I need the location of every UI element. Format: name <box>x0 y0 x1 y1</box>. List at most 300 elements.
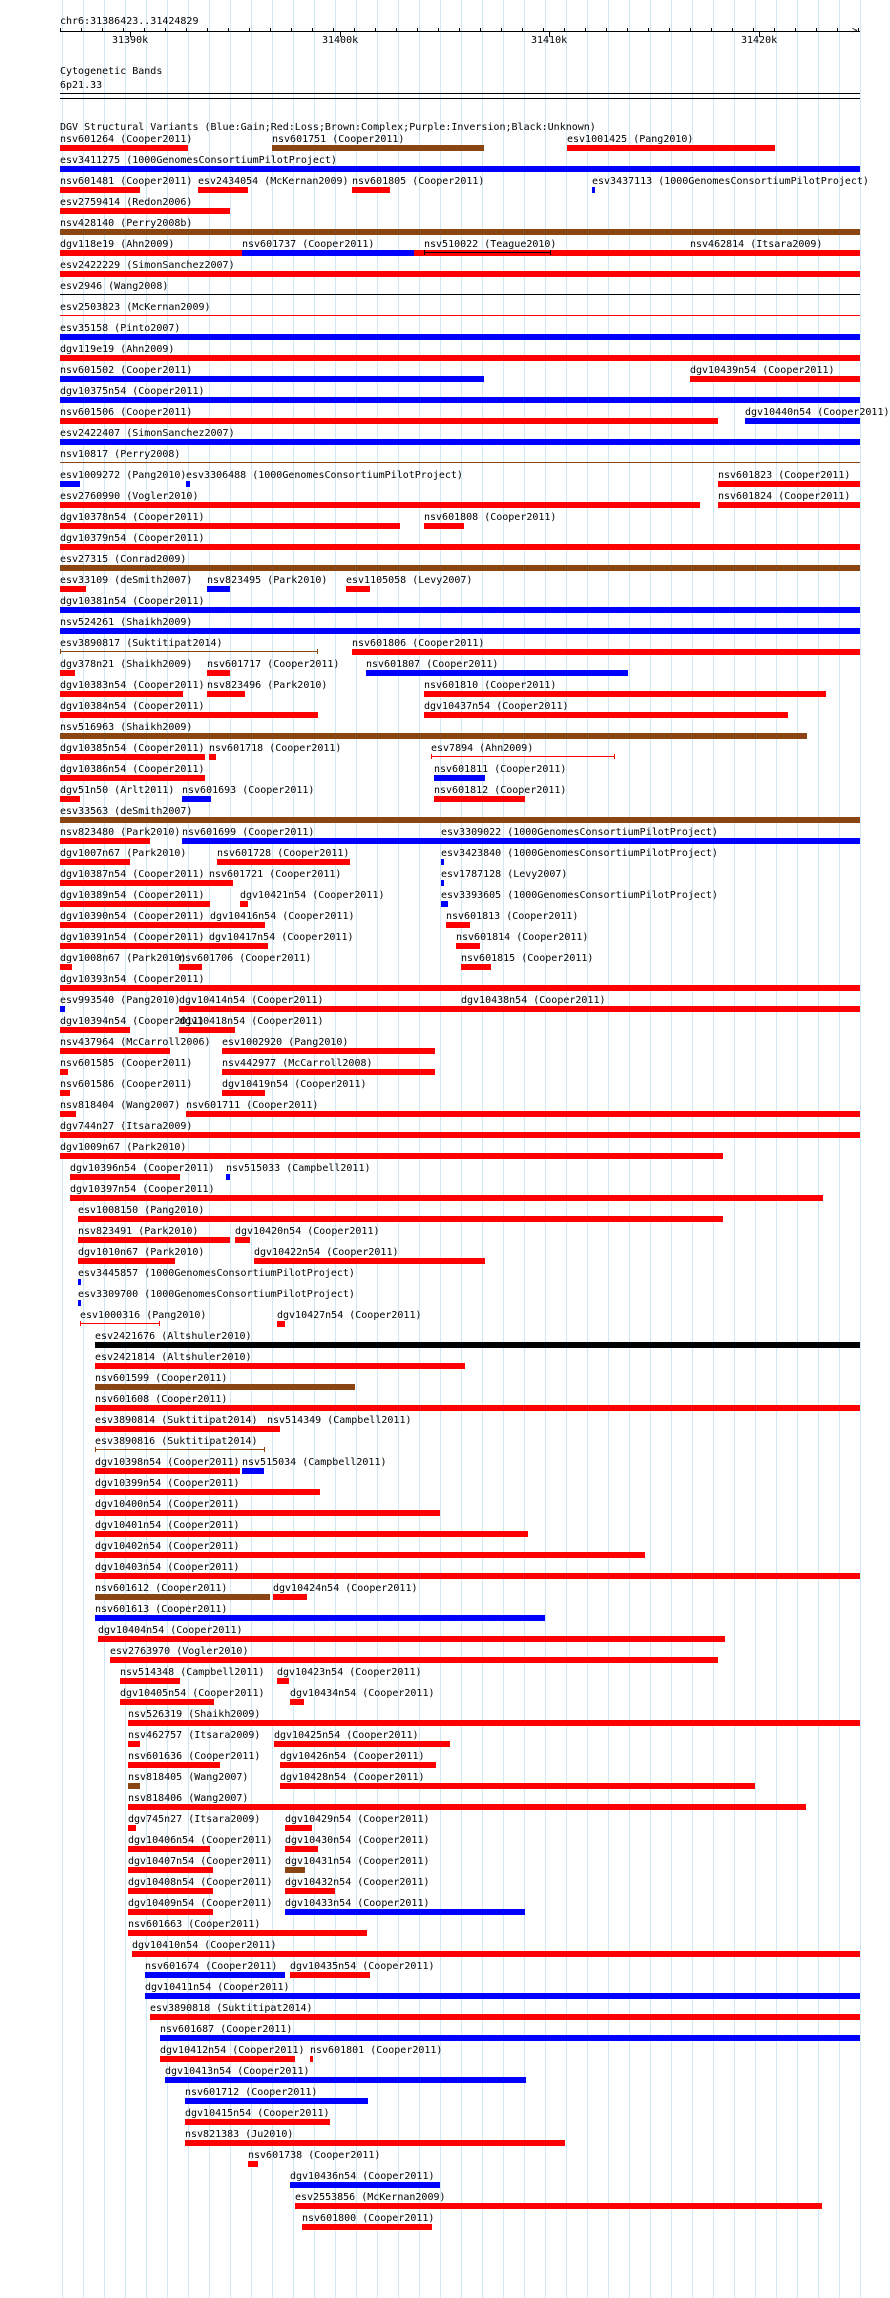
variant-bar[interactable] <box>592 187 595 193</box>
variant-bar[interactable] <box>60 670 75 676</box>
variant-label[interactable]: dgv10385n54 (Cooper2011) <box>60 743 205 754</box>
variant-bar[interactable] <box>60 712 318 718</box>
variant-label[interactable]: dgv10435n54 (Cooper2011) <box>290 1961 435 1972</box>
variant-bar[interactable] <box>424 712 788 718</box>
variant-bar[interactable] <box>424 523 464 529</box>
variant-label[interactable]: dgv10387n54 (Cooper2011) <box>60 869 205 880</box>
variant-bar[interactable] <box>346 586 370 592</box>
variant-label[interactable]: dgv10400n54 (Cooper2011) <box>95 1499 240 1510</box>
variant-bar[interactable] <box>128 1804 806 1810</box>
variant-bar[interactable] <box>295 2203 822 2209</box>
variant-bar[interactable] <box>60 208 230 214</box>
variant-label[interactable]: nsv601599 (Cooper2011) <box>95 1373 228 1384</box>
variant-label[interactable]: esv2434054 (McKernan2009) <box>198 176 349 187</box>
variant-label[interactable]: dgv10417n54 (Cooper2011) <box>209 932 354 943</box>
variant-label[interactable]: nsv601810 (Cooper2011) <box>424 680 557 691</box>
variant-label[interactable]: nsv516963 (Shaikh2009) <box>60 722 193 733</box>
variant-bar[interactable] <box>128 1930 367 1936</box>
variant-label[interactable]: esv3445857 (1000GenomesConsortiumPilotProject) <box>78 1268 355 1279</box>
variant-bar[interactable] <box>60 229 860 235</box>
variant-bar[interactable] <box>441 838 444 844</box>
variant-label[interactable]: nsv601693 (Cooper2011) <box>182 785 315 796</box>
variant-label[interactable]: dgv10410n54 (Cooper2011) <box>132 1940 277 1951</box>
variant-bar[interactable] <box>456 943 480 949</box>
variant-label[interactable]: dgv10419n54 (Cooper2011) <box>222 1079 367 1090</box>
variant-bar[interactable] <box>110 1657 718 1663</box>
variant-bar[interactable] <box>207 586 230 592</box>
variant-label[interactable]: dgv10434n54 (Cooper2011) <box>290 1688 435 1699</box>
variant-label[interactable]: nsv601811 (Cooper2011) <box>434 764 567 775</box>
variant-bar[interactable] <box>690 376 860 382</box>
variant-label[interactable]: dgv10427n54 (Cooper2011) <box>277 1310 422 1321</box>
variant-label[interactable]: dgv10439n54 (Cooper2011) <box>690 365 835 376</box>
variant-label[interactable]: nsv823491 (Park2010) <box>78 1226 199 1237</box>
variant-label[interactable]: nsv601687 (Cooper2011) <box>160 2024 293 2035</box>
variant-bar[interactable] <box>186 481 190 487</box>
variant-label[interactable]: esv2763970 (Vogler2010) <box>110 1646 249 1657</box>
variant-label[interactable]: dgv10432n54 (Cooper2011) <box>285 1877 430 1888</box>
variant-label[interactable]: nsv515033 (Campbell2011) <box>226 1163 371 1174</box>
variant-bar[interactable] <box>60 315 860 316</box>
variant-label[interactable]: nsv601808 (Cooper2011) <box>424 512 557 523</box>
variant-label[interactable]: nsv601717 (Cooper2011) <box>207 659 340 670</box>
variant-bar[interactable] <box>80 1323 160 1324</box>
variant-bar[interactable] <box>95 1449 265 1450</box>
variant-bar[interactable] <box>352 649 860 655</box>
variant-bar[interactable] <box>280 1762 436 1768</box>
variant-bar[interactable] <box>352 187 390 193</box>
variant-label[interactable]: esv1787128 (Levy2007) <box>441 869 568 880</box>
variant-bar[interactable] <box>60 1048 170 1054</box>
variant-bar[interactable] <box>60 859 130 865</box>
variant-label[interactable]: dgv10408n54 (Cooper2011) <box>128 1877 273 1888</box>
variant-bar[interactable] <box>120 1699 214 1705</box>
variant-bar[interactable] <box>132 1951 860 1957</box>
variant-bar[interactable] <box>441 880 444 886</box>
variant-label[interactable]: esv1008150 (Pang2010) <box>78 1205 205 1216</box>
variant-bar[interactable] <box>209 754 216 760</box>
variant-label[interactable]: dgv10409n54 (Cooper2011) <box>128 1898 273 1909</box>
variant-label[interactable]: esv1000316 (Pang2010) <box>80 1310 207 1321</box>
variant-bar[interactable] <box>128 1909 213 1915</box>
variant-bar[interactable] <box>145 1972 285 1978</box>
variant-bar[interactable] <box>242 250 414 256</box>
variant-bar[interactable] <box>78 1300 81 1306</box>
variant-label[interactable]: dgv10397n54 (Cooper2011) <box>70 1184 215 1195</box>
variant-bar[interactable] <box>60 964 72 970</box>
variant-label[interactable]: nsv601813 (Cooper2011) <box>446 911 579 922</box>
variant-bar[interactable] <box>95 1342 860 1348</box>
variant-label[interactable]: dgv744n27 (Itsara2009) <box>60 1121 193 1132</box>
variant-bar[interactable] <box>209 880 233 886</box>
variant-label[interactable]: nsv514349 (Campbell2011) <box>267 1415 412 1426</box>
variant-label[interactable]: nsv601502 (Cooper2011) <box>60 365 193 376</box>
variant-bar[interactable] <box>274 1741 450 1747</box>
variant-bar[interactable] <box>222 1069 435 1075</box>
variant-label[interactable]: dgv1008n67 (Park2010) <box>60 953 187 964</box>
variant-label[interactable]: dgv10384n54 (Cooper2011) <box>60 701 205 712</box>
variant-label[interactable]: esv3411275 (1000GenomesConsortiumPilotProject) <box>60 155 337 166</box>
variant-bar[interactable] <box>95 1426 280 1432</box>
variant-label[interactable]: dgv10390n54 (Cooper2011) <box>60 911 205 922</box>
variant-bar[interactable] <box>78 1279 81 1285</box>
variant-bar[interactable] <box>95 1573 860 1579</box>
variant-label[interactable]: dgv1007n67 (Park2010) <box>60 848 187 859</box>
variant-label[interactable]: nsv601712 (Cooper2011) <box>185 2087 318 2098</box>
variant-bar[interactable] <box>424 252 551 253</box>
variant-label[interactable]: nsv601801 (Cooper2011) <box>310 2045 443 2056</box>
variant-label[interactable]: nsv823480 (Park2010) <box>60 827 181 838</box>
variant-bar[interactable] <box>60 334 860 340</box>
variant-label[interactable]: nsv510022 (Teague2010) <box>424 239 557 250</box>
variant-bar[interactable] <box>242 1468 264 1474</box>
variant-bar[interactable] <box>198 187 248 193</box>
variant-bar[interactable] <box>424 691 826 697</box>
variant-label[interactable]: dgv10391n54 (Cooper2011) <box>60 932 205 943</box>
variant-bar[interactable] <box>461 964 491 970</box>
variant-label[interactable]: esv3306488 (1000GenomesConsortiumPilotProject) <box>186 470 463 481</box>
variant-label[interactable]: esv2421814 (Altshuler2010) <box>95 1352 252 1363</box>
variant-label[interactable]: nsv437964 (McCarroll2006) <box>60 1037 211 1048</box>
variant-bar[interactable] <box>235 1237 250 1243</box>
variant-bar[interactable] <box>179 1027 235 1033</box>
variant-label[interactable]: nsv601663 (Cooper2011) <box>128 1919 261 1930</box>
variant-label[interactable]: esv3890817 (Suktitipat2014) <box>60 638 223 649</box>
variant-label[interactable]: nsv526319 (Shaikh2009) <box>128 1709 261 1720</box>
variant-bar[interactable] <box>718 502 860 508</box>
variant-bar[interactable] <box>248 2161 258 2167</box>
variant-bar[interactable] <box>78 1216 723 1222</box>
variant-bar[interactable] <box>60 523 400 529</box>
variant-label[interactable]: nsv514348 (Campbell2011) <box>120 1667 265 1678</box>
variant-label[interactable]: esv2422229 (SimonSanchez2007) <box>60 260 235 271</box>
variant-bar[interactable] <box>60 145 188 151</box>
variant-bar[interactable] <box>60 754 205 760</box>
variant-bar[interactable] <box>60 607 860 613</box>
variant-bar[interactable] <box>461 1006 718 1012</box>
variant-bar[interactable] <box>128 1846 210 1852</box>
variant-label[interactable]: dgv10418n54 (Cooper2011) <box>179 1016 324 1027</box>
variant-bar[interactable] <box>290 2182 440 2188</box>
variant-label[interactable]: esv2421676 (Altshuler2010) <box>95 1331 252 1342</box>
variant-bar[interactable] <box>441 901 448 907</box>
variant-bar[interactable] <box>182 796 211 802</box>
variant-bar[interactable] <box>441 859 444 865</box>
variant-label[interactable]: nsv601711 (Cooper2011) <box>186 1100 319 1111</box>
variant-label[interactable]: esv3309022 (1000GenomesConsortiumPilotProject) <box>441 827 718 838</box>
variant-bar[interactable] <box>60 166 860 172</box>
variant-bar[interactable] <box>60 462 860 463</box>
variant-bar[interactable] <box>60 1132 860 1138</box>
variant-bar[interactable] <box>60 880 210 886</box>
variant-bar[interactable] <box>128 1720 860 1726</box>
variant-label[interactable]: dgv10402n54 (Cooper2011) <box>95 1541 240 1552</box>
variant-label[interactable]: nsv601481 (Cooper2011) <box>60 176 193 187</box>
variant-bar[interactable] <box>160 2056 295 2062</box>
variant-bar[interactable] <box>60 985 860 991</box>
variant-label[interactable]: esv3890816 (Suktitipat2014) <box>95 1436 258 1447</box>
variant-label[interactable]: nsv601805 (Cooper2011) <box>352 176 485 187</box>
variant-label[interactable]: dgv10420n54 (Cooper2011) <box>235 1226 380 1237</box>
variant-bar[interactable] <box>60 187 140 193</box>
variant-label[interactable]: dgv10426n54 (Cooper2011) <box>280 1751 425 1762</box>
variant-label[interactable]: esv3393605 (1000GenomesConsortiumPilotProject) <box>441 890 718 901</box>
variant-bar[interactable] <box>222 1048 435 1054</box>
variant-label[interactable]: nsv601800 (Cooper2011) <box>302 2213 435 2224</box>
variant-bar[interactable] <box>431 756 615 757</box>
variant-label[interactable]: esv993540 (Pang2010) <box>60 995 181 1006</box>
variant-label[interactable]: nsv601718 (Cooper2011) <box>209 743 342 754</box>
variant-label[interactable]: esv1002920 (Pang2010) <box>222 1037 349 1048</box>
variant-label[interactable]: dgv10425n54 (Cooper2011) <box>274 1730 419 1741</box>
variant-bar[interactable] <box>209 943 268 949</box>
variant-label[interactable]: nsv601586 (Cooper2011) <box>60 1079 193 1090</box>
variant-bar[interactable] <box>567 145 775 151</box>
variant-bar[interactable] <box>285 1909 525 1915</box>
variant-bar[interactable] <box>60 502 700 508</box>
variant-label[interactable]: nsv601806 (Cooper2011) <box>352 638 485 649</box>
variant-label[interactable]: dgv10431n54 (Cooper2011) <box>285 1856 430 1867</box>
variant-bar[interactable] <box>95 1384 355 1390</box>
variant-label[interactable]: dgv10375n54 (Cooper2011) <box>60 386 205 397</box>
variant-bar[interactable] <box>60 271 860 277</box>
variant-bar[interactable] <box>434 775 485 781</box>
variant-bar[interactable] <box>285 1867 305 1873</box>
variant-bar[interactable] <box>272 145 484 151</box>
variant-label[interactable]: dgv1010n67 (Park2010) <box>78 1247 205 1258</box>
variant-label[interactable]: nsv462814 (Itsara2009) <box>690 239 823 250</box>
variant-bar[interactable] <box>310 2056 313 2062</box>
variant-bar[interactable] <box>60 922 210 928</box>
variant-label[interactable]: nsv601815 (Cooper2011) <box>461 953 594 964</box>
variant-label[interactable]: dgv10403n54 (Cooper2011) <box>95 1562 240 1573</box>
variant-bar[interactable] <box>128 1762 220 1768</box>
variant-label[interactable]: nsv601264 (Cooper2011) <box>60 134 193 145</box>
variant-label[interactable]: nsv601823 (Cooper2011) <box>718 470 851 481</box>
variant-label[interactable]: nsv601636 (Cooper2011) <box>128 1751 261 1762</box>
variant-bar[interactable] <box>60 439 860 445</box>
variant-label[interactable]: nsv601506 (Cooper2011) <box>60 407 193 418</box>
variant-label[interactable]: esv2759414 (Redon2006) <box>60 197 193 208</box>
variant-bar[interactable] <box>60 628 860 634</box>
variant-bar[interactable] <box>150 2014 860 2020</box>
variant-label[interactable]: esv2503823 (McKernan2009) <box>60 302 211 313</box>
variant-label[interactable]: dgv10399n54 (Cooper2011) <box>95 1478 240 1489</box>
variant-bar[interactable] <box>95 1531 528 1537</box>
variant-label[interactable]: esv3309700 (1000GenomesConsortiumPilotProject) <box>78 1289 355 1300</box>
variant-label[interactable]: nsv818405 (Wang2007) <box>128 1772 249 1783</box>
variant-label[interactable]: nsv462757 (Itsara2009) <box>128 1730 261 1741</box>
variant-label[interactable]: esv33563 (deSmith2007) <box>60 806 193 817</box>
variant-bar[interactable] <box>98 1636 725 1642</box>
variant-label[interactable]: esv1001425 (Pang2010) <box>567 134 694 145</box>
variant-label[interactable]: esv7894 (Ahn2009) <box>431 743 534 754</box>
variant-label[interactable]: dgv10411n54 (Cooper2011) <box>145 1982 290 1993</box>
variant-bar[interactable] <box>446 922 470 928</box>
variant-bar[interactable] <box>60 1006 65 1012</box>
variant-bar[interactable] <box>185 2119 330 2125</box>
variant-bar[interactable] <box>60 817 860 823</box>
variant-label[interactable]: nsv601738 (Cooper2011) <box>248 2150 381 2161</box>
variant-label[interactable]: dgv10379n54 (Cooper2011) <box>60 533 205 544</box>
variant-label[interactable]: dgv378n21 (Shaikh2009) <box>60 659 193 670</box>
variant-bar[interactable] <box>182 838 860 844</box>
variant-label[interactable]: nsv821383 (Ju2010) <box>185 2129 294 2140</box>
variant-label[interactable]: dgv10394n54 (Cooper2011) <box>60 1016 205 1027</box>
variant-label[interactable]: nsv601706 (Cooper2011) <box>179 953 312 964</box>
variant-label[interactable]: dgv51n50 (Arlt2011) <box>60 785 175 796</box>
variant-bar[interactable] <box>128 1741 140 1747</box>
variant-bar[interactable] <box>226 1174 230 1180</box>
variant-bar[interactable] <box>60 943 209 949</box>
variant-bar[interactable] <box>254 1258 485 1264</box>
variant-bar[interactable] <box>60 691 183 697</box>
variant-bar[interactable] <box>240 901 248 907</box>
variant-bar[interactable] <box>277 1321 285 1327</box>
variant-label[interactable]: dgv10438n54 (Cooper2011) <box>461 995 606 1006</box>
variant-label[interactable]: dgv10398n54 (Cooper2011) <box>95 1457 240 1468</box>
variant-label[interactable]: esv35158 (Pinto2007) <box>60 323 181 334</box>
variant-label[interactable]: nsv601728 (Cooper2011) <box>217 848 350 859</box>
variant-bar[interactable] <box>60 1090 70 1096</box>
variant-bar[interactable] <box>95 1594 270 1600</box>
variant-bar[interactable] <box>277 1678 289 1684</box>
variant-label[interactable]: dgv10414n54 (Cooper2011) <box>179 995 324 1006</box>
variant-bar[interactable] <box>280 1783 755 1789</box>
variant-label[interactable]: nsv515034 (Campbell2011) <box>242 1457 387 1468</box>
variant-label[interactable]: dgv10406n54 (Cooper2011) <box>128 1835 273 1846</box>
variant-label[interactable]: nsv601824 (Cooper2011) <box>718 491 851 502</box>
variant-label[interactable]: dgv10423n54 (Cooper2011) <box>277 1667 422 1678</box>
variant-bar[interactable] <box>179 964 202 970</box>
variant-bar[interactable] <box>207 691 245 697</box>
variant-label[interactable]: esv2422407 (SimonSanchez2007) <box>60 428 235 439</box>
variant-bar[interactable] <box>434 796 525 802</box>
variant-bar[interactable] <box>185 2098 368 2104</box>
variant-label[interactable]: nsv601751 (Cooper2011) <box>272 134 405 145</box>
variant-label[interactable]: nsv601612 (Cooper2011) <box>95 1583 228 1594</box>
variant-bar[interactable] <box>60 418 718 424</box>
variant-label[interactable]: dgv1009n67 (Park2010) <box>60 1142 187 1153</box>
variant-bar[interactable] <box>222 1090 265 1096</box>
variant-bar[interactable] <box>95 1489 320 1495</box>
variant-label[interactable]: dgv10437n54 (Cooper2011) <box>424 701 569 712</box>
variant-label[interactable]: nsv601721 (Cooper2011) <box>209 869 342 880</box>
variant-bar[interactable] <box>290 1699 304 1705</box>
variant-bar[interactable] <box>60 294 860 295</box>
variant-bar[interactable] <box>70 1174 180 1180</box>
variant-label[interactable]: dgv10429n54 (Cooper2011) <box>285 1814 430 1825</box>
variant-label[interactable]: dgv10422n54 (Cooper2011) <box>254 1247 399 1258</box>
variant-label[interactable]: dgv10424n54 (Cooper2011) <box>273 1583 418 1594</box>
variant-label[interactable]: esv2760990 (Vogler2010) <box>60 491 199 502</box>
variant-label[interactable]: dgv10421n54 (Cooper2011) <box>240 890 385 901</box>
variant-label[interactable]: dgv10413n54 (Cooper2011) <box>165 2066 310 2077</box>
variant-label[interactable]: dgv10386n54 (Cooper2011) <box>60 764 205 775</box>
variant-label[interactable]: esv27315 (Conrad2009) <box>60 554 187 565</box>
variant-label[interactable]: dgv10389n54 (Cooper2011) <box>60 890 205 901</box>
variant-label[interactable]: nsv601585 (Cooper2011) <box>60 1058 193 1069</box>
variant-bar[interactable] <box>95 1552 645 1558</box>
variant-bar[interactable] <box>160 2035 860 2041</box>
variant-bar[interactable] <box>60 1111 76 1117</box>
variant-bar[interactable] <box>60 1027 130 1033</box>
variant-bar[interactable] <box>60 733 807 739</box>
variant-bar[interactable] <box>78 1237 230 1243</box>
variant-label[interactable]: dgv10404n54 (Cooper2011) <box>98 1625 243 1636</box>
variant-bar[interactable] <box>78 1258 175 1264</box>
variant-label[interactable]: dgv745n27 (Itsara2009) <box>128 1814 261 1825</box>
variant-label[interactable]: nsv823495 (Park2010) <box>207 575 328 586</box>
variant-bar[interactable] <box>273 1594 307 1600</box>
variant-label[interactable]: nsv601807 (Cooper2011) <box>366 659 499 670</box>
variant-bar[interactable] <box>60 775 205 781</box>
variant-bar[interactable] <box>60 796 80 802</box>
variant-bar[interactable] <box>745 418 860 424</box>
variant-label[interactable]: esv2946 (Wang2008) <box>60 281 169 292</box>
variant-label[interactable]: dgv10440n54 (Cooper2011) <box>745 407 890 418</box>
variant-label[interactable]: nsv428140 (Perry2008b) <box>60 218 193 229</box>
variant-bar[interactable] <box>290 1972 370 1978</box>
variant-label[interactable]: esv3890818 (Suktitipat2014) <box>150 2003 313 2014</box>
variant-bar[interactable] <box>285 1825 312 1831</box>
variant-bar[interactable] <box>165 2077 526 2083</box>
variant-label[interactable]: nsv10817 (Perry2008) <box>60 449 181 460</box>
variant-label[interactable]: nsv601674 (Cooper2011) <box>145 1961 278 1972</box>
variant-bar[interactable] <box>60 586 86 592</box>
variant-bar[interactable] <box>60 355 860 361</box>
variant-bar[interactable] <box>95 1615 545 1621</box>
variant-bar[interactable] <box>128 1825 136 1831</box>
variant-bar[interactable] <box>186 1111 860 1117</box>
variant-label[interactable]: dgv118e19 (Ahn2009) <box>60 239 175 250</box>
variant-bar[interactable] <box>145 1993 860 1999</box>
variant-bar[interactable] <box>95 1405 860 1411</box>
variant-label[interactable]: dgv10415n54 (Cooper2011) <box>185 2108 330 2119</box>
variant-label[interactable]: esv2553856 (McKernan2009) <box>295 2192 446 2203</box>
variant-bar[interactable] <box>60 544 860 550</box>
variant-label[interactable]: nsv601608 (Cooper2011) <box>95 1394 228 1405</box>
variant-bar[interactable] <box>60 1069 68 1075</box>
variant-bar[interactable] <box>128 1783 140 1789</box>
variant-label[interactable]: esv33109 (deSmith2007) <box>60 575 193 586</box>
variant-bar[interactable] <box>285 1846 318 1852</box>
variant-label[interactable]: nsv601699 (Cooper2011) <box>182 827 315 838</box>
variant-bar[interactable] <box>210 922 265 928</box>
variant-bar[interactable] <box>690 250 860 256</box>
variant-label[interactable]: nsv601737 (Cooper2011) <box>242 239 375 250</box>
variant-label[interactable]: dgv10405n54 (Cooper2011) <box>120 1688 265 1699</box>
variant-bar[interactable] <box>60 1153 723 1159</box>
variant-label[interactable]: esv1105058 (Levy2007) <box>346 575 473 586</box>
variant-bar[interactable] <box>267 1426 277 1432</box>
variant-label[interactable]: nsv823496 (Park2010) <box>207 680 328 691</box>
variant-bar[interactable] <box>185 2140 565 2146</box>
variant-bar[interactable] <box>128 1867 213 1873</box>
variant-bar[interactable] <box>366 670 628 676</box>
variant-label[interactable]: dgv10433n54 (Cooper2011) <box>285 1898 430 1909</box>
variant-label[interactable]: dgv10393n54 (Cooper2011) <box>60 974 205 985</box>
variant-bar[interactable] <box>120 1678 180 1684</box>
variant-bar[interactable] <box>70 1195 823 1201</box>
variant-label[interactable]: esv3890814 (Suktitipat2014) <box>95 1415 258 1426</box>
variant-bar[interactable] <box>60 376 484 382</box>
variant-label[interactable]: dgv10416n54 (Cooper2011) <box>210 911 355 922</box>
variant-bar[interactable] <box>60 565 860 571</box>
variant-label[interactable]: dgv10407n54 (Cooper2011) <box>128 1856 273 1867</box>
variant-label[interactable]: dgv10396n54 (Cooper2011) <box>70 1163 215 1174</box>
variant-label[interactable]: nsv601812 (Cooper2011) <box>434 785 567 796</box>
